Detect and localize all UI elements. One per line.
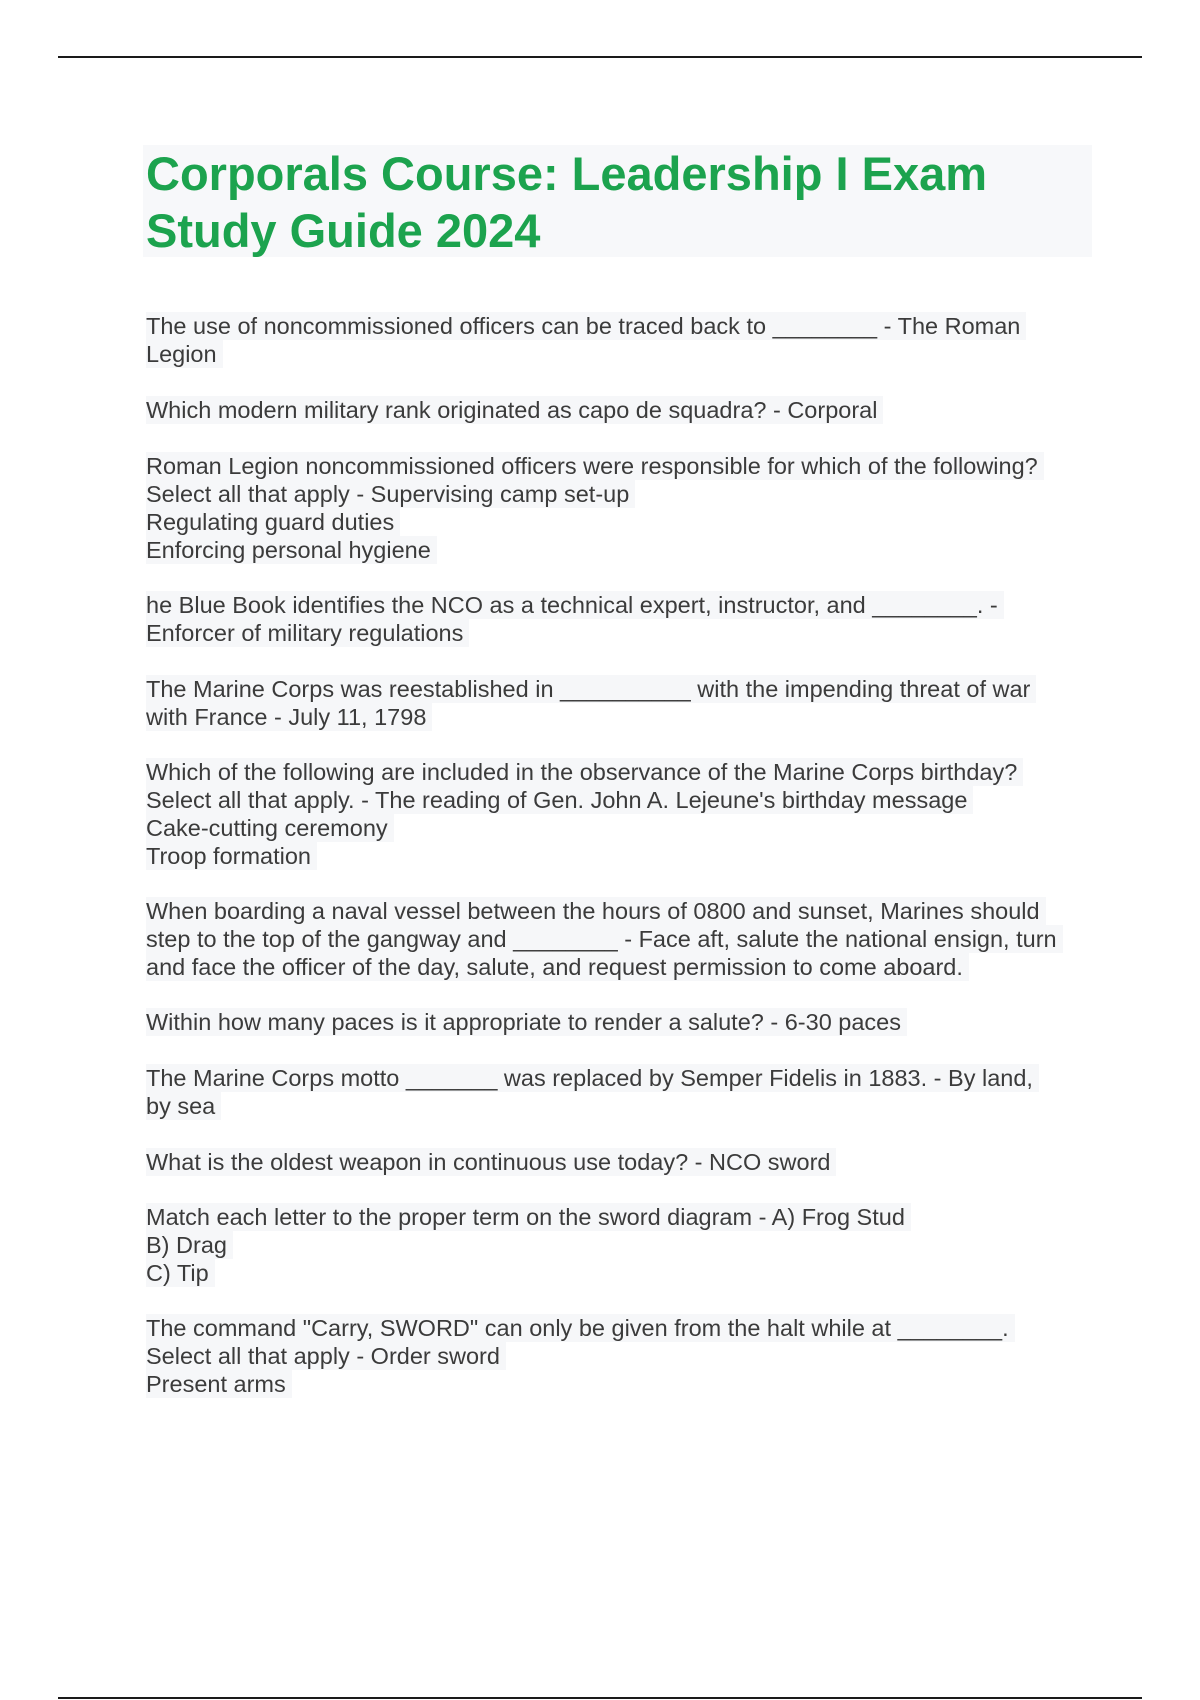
qa-line: Regulating guard duties: [146, 508, 400, 536]
qa-line: Match each letter to the proper term on the sword diagram - A) Frog Stud: [146, 1203, 911, 1231]
top-rule: [58, 56, 1142, 58]
qa-line: The Marine Corps motto _______ was replaced by Semper Fidelis in 1883. - By land,: [146, 1064, 1039, 1092]
qa-line: The use of noncommissioned officers can be traced back to ________ - The Roman: [146, 312, 1026, 340]
qa-entry: [146, 675, 1036, 731]
qa-line: When boarding a naval vessel between the hours of 0800 and sunset, Marines should: [146, 897, 1046, 925]
qa-entry: [146, 396, 883, 424]
qa-line: Select all that apply - Supervising camp set-up: [146, 480, 635, 508]
qa-line: and face the officer of the day, salute, and request permission to come aboard.: [146, 953, 969, 981]
qa-line: Select all that apply - Order sword: [146, 1342, 506, 1370]
qa-line: with France - July 11, 1798: [146, 703, 432, 731]
qa-entry: [146, 591, 1004, 647]
qa-entry: [146, 1148, 836, 1176]
qa-entry: [146, 1314, 1015, 1398]
qa-line: B) Drag: [146, 1231, 233, 1259]
qa-entry: [146, 758, 1023, 870]
bottom-rule: [58, 1697, 1142, 1699]
qa-line: Which of the following are included in the observance of the Marine Corps birthday?: [146, 758, 1023, 786]
qa-entry: [146, 1203, 911, 1287]
qa-line: Cake-cutting ceremony: [146, 814, 394, 842]
qa-line: step to the top of the gangway and ________ - Face aft, salute the national ensign, turn: [146, 925, 1063, 953]
qa-entry: [146, 312, 1026, 368]
qa-line: What is the oldest weapon in continuous use today? - NCO sword: [146, 1148, 836, 1176]
document-title: Corporals Course: Leadership I Exam Study Guide 2024: [146, 147, 988, 257]
qa-line: he Blue Book identifies the NCO as a technical expert, instructor, and ________. -: [146, 591, 1004, 619]
qa-line: Which modern military rank originated as capo de squadra? - Corporal: [146, 396, 883, 424]
qa-line: Present arms: [146, 1370, 292, 1398]
qa-line: C) Tip: [146, 1259, 215, 1287]
qa-entry: [146, 1008, 907, 1036]
qa-line: Enforcer of military regulations: [146, 619, 469, 647]
qa-line: Select all that apply. - The reading of Gen. John A. Lejeune's birthday message: [146, 786, 973, 814]
qa-entry: [146, 452, 1044, 564]
qa-line: Roman Legion noncommissioned officers were responsible for which of the following?: [146, 452, 1044, 480]
qa-line: Troop formation: [146, 842, 317, 870]
qa-line: The Marine Corps was reestablished in __________ with the impending threat of war: [146, 675, 1036, 703]
qa-line: by sea: [146, 1092, 221, 1120]
qa-entry: [146, 1064, 1039, 1120]
qa-entry: [146, 897, 1063, 981]
qa-line: Within how many paces is it appropriate to render a salute? - 6-30 paces: [146, 1008, 907, 1036]
qa-line: Legion: [146, 340, 223, 368]
qa-line: Enforcing personal hygiene: [146, 536, 437, 564]
qa-line: The command "Carry, SWORD" can only be given from the halt while at ________.: [146, 1314, 1015, 1342]
